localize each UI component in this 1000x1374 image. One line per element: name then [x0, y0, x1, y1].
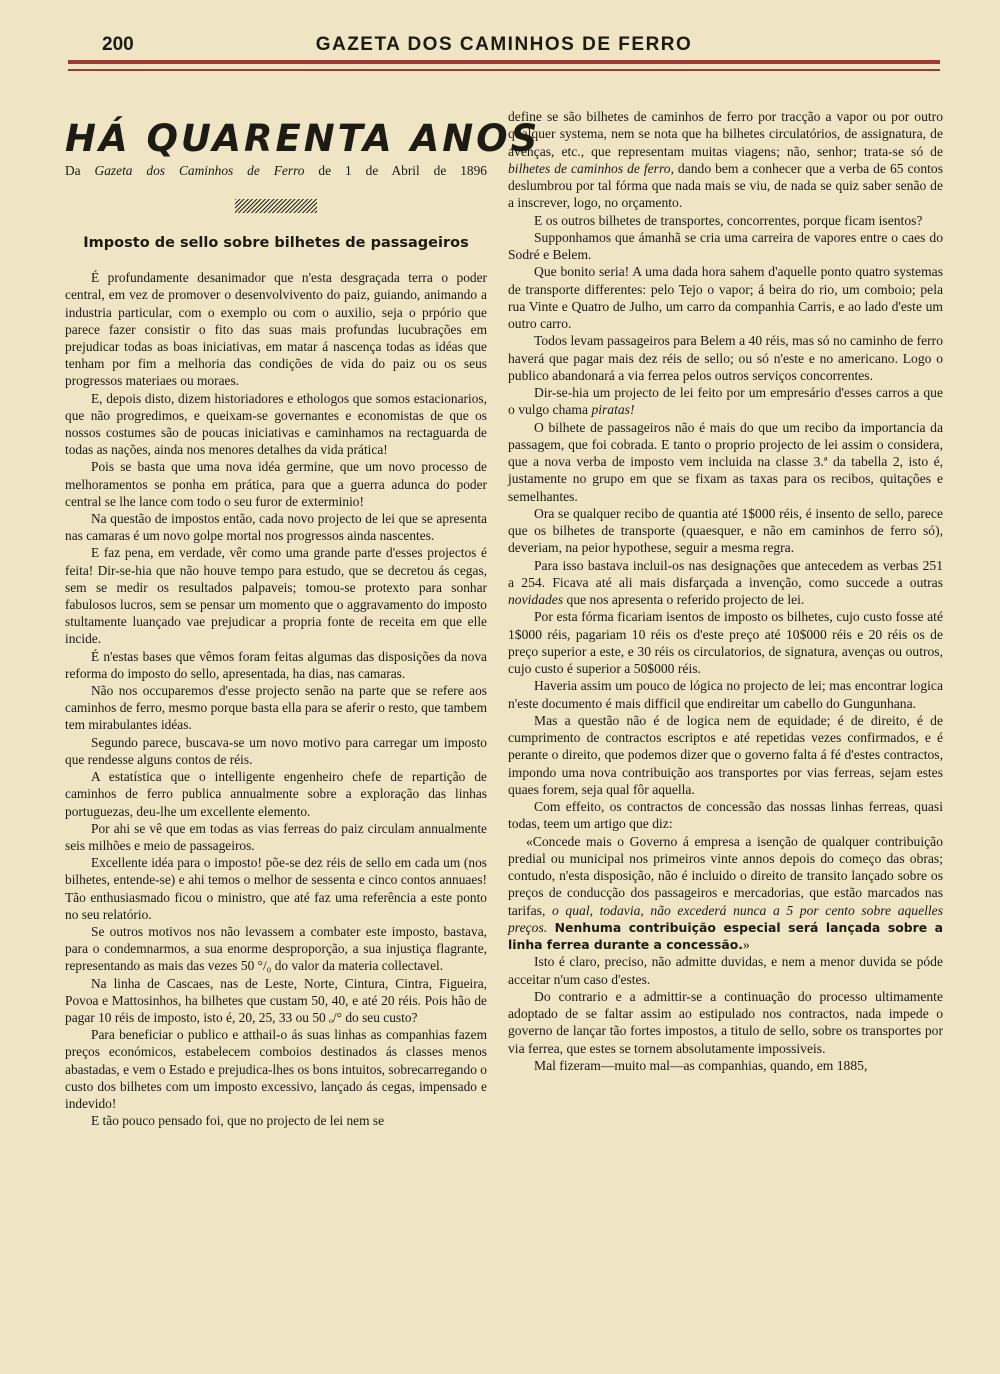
right-paragraphs-a	[508, 212, 943, 385]
right-paragraphs-d	[508, 953, 943, 1074]
source-line	[65, 162, 487, 179]
source-publication: Gazeta dos Caminhos de Ferro	[94, 163, 305, 178]
intro-text: define se são bilhetes de caminhos de ferro por tracção a vapor ou por outro qualquer systema, nem se nota que ha bilhetes circulatórios, de assignatura, de avenças, etc., que representam muitas viagens; não, senhor; trata-se só de	[508, 109, 943, 159]
right-paragraphs-c	[508, 608, 943, 832]
article-paragraph: Isto é claro, preciso, não admitte duvidas, e nem a menor duvida se póde acceitar n'um caso d'estes.	[508, 954, 943, 987]
article-paragraph: Do contrario e a admittir-se a continuação do processo ultimamente adoptado de se faltar assim ao estipulado nos contractos, nada impede o governo de lançar tão fortes impostos, a titulo de sello, sobre os transportes por via ferrea, que estes se tornem absolutamente impossiveis.	[508, 988, 943, 1056]
article-paragraph: Na linha de Cascaes, nas de Leste, Norte, Cintura, Cintra, Figueira, Povoa e Mattosinhos, ha bilhetes que custam 50, 40, e até 20 réis. Pois hão de pagar 10 réis de imposto, isto é, 20, 25, 33 ou 50 ₒ/° do seu custo?	[65, 975, 487, 1025]
article-paragraph: Segundo parece, buscava-se um novo motivo para carregar um imposto que rendesse alguns contos de réis.	[65, 734, 487, 767]
quote-italic: o qual, todavia, não excederá nunca a 5 por cento sobre aquelles preços.	[508, 902, 943, 935]
article-paragraph: Para beneficiar o publico e atthail-o ás suas linhas as companhias fazem preços económicos, estabelecem comboios destinados ás classes menos abastadas, e vem o Estado e prejudica-lhes os bons intuitos, sobrecarregando o custo dos bilhetes com um imposto excessivo, lançado ás cegas, impensado e indevido!	[65, 1027, 487, 1111]
article-paragraph: Haveria assim um pouco de lógica no projecto de lei; mas encontrar logica n'este documento é mais difficil que endireitar um cabello do Gungunhana.	[508, 678, 943, 711]
contract-quote	[508, 833, 943, 954]
article-paragraph: É profundamente desanimador que n'esta desgraçada terra o poder central, em vez de promover o desenvolvivento do paiz, guiando, animando a industria particular, com o exemplo ou com o auxilio, seja o prpório que parece fazer consistir o fito das suas mais profundas lucubrações em prejudicar todas as boas iniciativas, em matar á nascença todas as idéas que tenham por fim a melhoria das condições de vida do paiz ou os seus progressos materiaes ou moraes.	[65, 270, 487, 389]
left-body	[65, 269, 487, 1129]
article-paragraph: É n'estas bases que vêmos foram feitas algumas das disposições da nova reforma do imposto do sello, apresentada, ha dias, nas camaras.	[65, 648, 487, 681]
article-paragraph: E tão pouco pensado foi, que no projecto de lei nem se	[91, 1113, 385, 1129]
section-title: Imposto de sello sobre bilhetes de passageiros	[83, 235, 469, 252]
article-paragraph: O bilhete de passageiros não é mais do que um recibo da importancia da passagem, que foi cobrada. E tanto o proprio projecto de lei assim o considera, que a nova verba de imposto vem incluida na classe 3.ª da tabella 2, isto é, justamente no grupo em que se fixam as taxas para os recibos, quitações e semelhantes.	[508, 419, 943, 504]
journal-name: GAZETA DOS CAMINHOS DE FERRO	[315, 34, 693, 55]
right-column	[508, 108, 943, 1074]
novidades-italic: novidades	[508, 592, 564, 607]
quote-close: »	[742, 937, 750, 952]
article-paragraph: E os outros bilhetes de transportes, concorrentes, porque ficam isentos?	[534, 212, 923, 228]
article-paragraph: A estatística que o intelligente engenheiro chefe de repartição de caminhos de ferro publica annualmente sobre a exploração das linhas portuguezas, deu-lhe um excellente elemento.	[65, 769, 487, 819]
article-paragraph: Todos levam passageiros para Belem a 40 réis, mas só no caminho de ferro haverá que pagar mais dez réis de sello; ou só n'este e no americano. Logo o publico abandonará a via ferrea pelos outros serviços concorrentes.	[508, 333, 943, 383]
novidades-text-end: que nos apresenta o referido projecto de lei.	[563, 592, 805, 607]
article-paragraph: Mas a questão não é de logica nem de equidade; é de direito, é de cumprimento de contractos escriptos e até repetidas vezes confirmados, e é perante o direito, que podemos dizer que o governo falta á fé d'estes contractos, impondo uma nova contribuição aos transportes por vias ferreas, sejam estes quaes forem, seja qual fôr aquella.	[508, 712, 943, 797]
article-paragraph: Supponhamos que ámanhã se cria uma carreira de vapores entre o caes do Sodré e Belem.	[508, 229, 943, 262]
intro-italic: bilhetes de caminhos de ferro	[508, 160, 671, 176]
article-paragraph: E faz pena, em verdade, vêr como uma grande parte d'esses projectos é feita! Dir-se-hia que não houve tempo para estudo, que se decretou ás cegas, sem se medir os resultados palpaveis; tomou-se protexto para sonhar fabulosos lucros, sem se pensar um momento que o aggravamento do imposto stultamente luançado vae prejudicar a propria fonte de receita em que elle incide.	[65, 545, 487, 647]
paragraph-novidades	[508, 557, 943, 609]
article-paragraph: E, depois disto, dizem historiadores e ethologos que somos estacionarios, que não progredimos, e queixam-se governantes e economistas de que os nossos costumes são de poucas iniciativas e caminhamos na rectaguarda de todas as nações, ainda nos menores detalhes da vida prática!	[65, 390, 487, 458]
article-paragraph: Ora se qualquer recibo de quantia até 1$000 réis, é insento de sello, parece que os bilhetes de transporte (quaesquer, e não em caminhos de ferro só), deveriam, na peior hypothese, seguir a mesma regra.	[508, 505, 943, 556]
article-paragraph: Pois se basta que uma nova idéa germine, que um novo processo de melhoramentos se ponha em prática, para que a guerra adunca do poder central se lhe lance com todo o seu furor de exterminio!	[65, 459, 487, 509]
article-paragraph: Que bonito seria! A uma dada hora sahem d'aquelle ponto quatro systemas de transporte differentes: pelo Tejo o vapor; á beira do rio, um comboio; pela rua Vinte e Quatro de Julho, um carro da companhia Carris, e ao lado d'este um outro carro.	[508, 264, 943, 331]
quote-text: «Concede mais o Governo á empresa a isenção de qualquer contribuição predial ou municipal nos primeiros vinte annos depois do começo das obras; contudo, n'esta disposição, não é incluido o direito de transito lançado sobre os preços de conducção dos passageiros e mercadorias, que estão marcados nas tarifas,	[508, 833, 943, 918]
piratas-italic: piratas!	[591, 402, 635, 418]
article-paragraph: Por ahi se vê que em todas as vias ferreas do paiz circulam annualmente seis milhões e meio de passageiros.	[65, 820, 487, 853]
paragraph-continuation	[508, 108, 943, 212]
page-number: 200	[102, 34, 134, 55]
article-paragraph: Excellente idéa para o imposto! põe-se dez réis de sello em cada um (nos bilhetes, entende-se) e ahi temos o melhor de sessenta e cinco contos annuaes! Tão enthusiasmado ficou o ministro, que até faz uma referência a este ponto no seu relatório.	[65, 855, 487, 922]
source-prefix: Da	[65, 163, 95, 178]
piratas-text: Dir-se-hia um projecto de lei feito por um empresário d'esses carros a que o vulgo chama	[508, 385, 943, 418]
article-paragraph: Não nos occuparemos d'esse projecto senão na parte que se refere aos caminhos de ferro, mesmo porque basta ella para se aferir o resto, que tambem tem mirabulantes idéas.	[65, 683, 487, 733]
ornament-divider	[235, 199, 317, 213]
intro-text-end: , dando bem a conhecer que a verba de 65 contos deslumbrou por tal fórma que nada mais se viu, de nada se quiz saber senão de a inscrever, logo, no orçamento.	[508, 160, 943, 211]
article-paragraph: Com effeito, os contractos de concessão das nossas linhas ferreas, quasi todas, teem um artigo que diz:	[508, 799, 943, 832]
paragraph-piratas	[508, 384, 943, 419]
article-paragraph: Se outros motivos nos não levassem a combater este imposto, bastava, para o condemnarmos, a sua enorme desproporção, a sua injustiça flagrante, representando as mais das vezes 50 °/₀ do valor da materia collectavel.	[65, 923, 487, 974]
source-suffix: de 1 de Abril de 1896	[304, 163, 487, 178]
quote-bold: Nenhuma contribuição especial será lançada sobre a linha ferrea durante a concessão.	[508, 919, 943, 952]
running-head	[68, 30, 940, 62]
header-rule-thin	[68, 69, 940, 71]
right-paragraphs-b	[508, 419, 943, 557]
article-paragraph: Mal fizeram—muito mal—as companhias, quando, em 1885,	[534, 1057, 868, 1073]
article-headline: HÁ QUARENTA ANOS	[65, 117, 541, 160]
header-rule-thick	[68, 60, 940, 64]
article-paragraph: Na questão de impostos então, cada novo projecto de lei que se apresenta nas camaras é um novo golpe mortal nos progressos ainda nascentes.	[65, 511, 487, 544]
article-paragraph: Por esta fórma ficariam isentos de imposto os bilhetes, cujo custo fosse até 1$000 réis, pagariam 10 réis os d'este preço até 10$000 réis e 20 réis os de preço superior a este, e 30 réis os circulatorios, de signatura, avenças ou outros, cujo custo é superior a 50$000 réis.	[508, 609, 943, 676]
novidades-text: Para isso bastava incluil-os nas designações que antecedem as verbas 251 a 254. Ficava até ali mais disfarçada a invenção, como succede a outras	[508, 557, 943, 590]
